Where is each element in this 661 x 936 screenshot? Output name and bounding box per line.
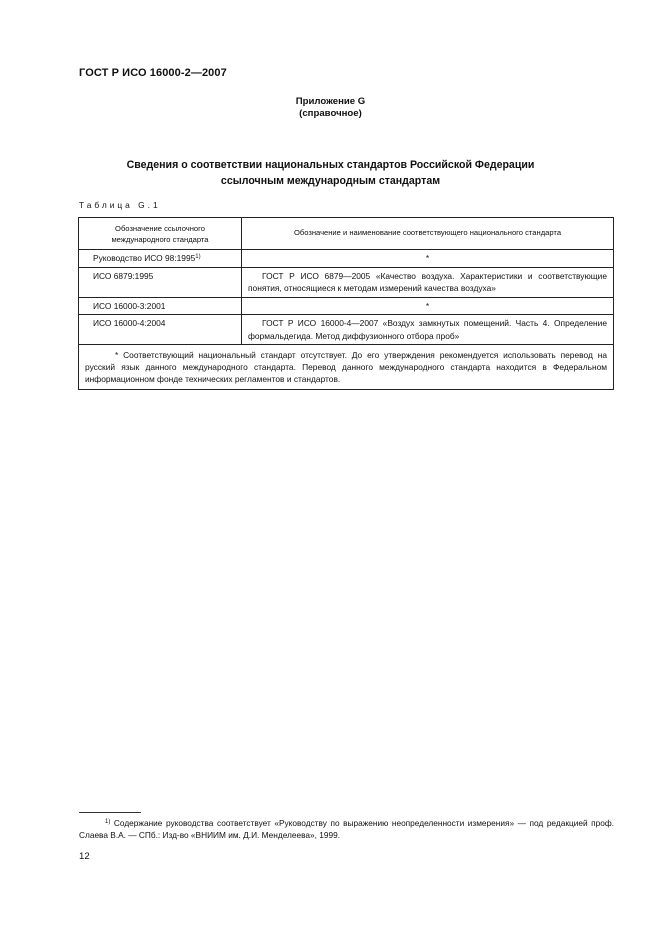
table-note: * Соответствующий национальный стандарт отсутствует. До его утверждения рекомендуется использовать перевод на русский язык данного международного стандарта. Перевод данного международного стандарта находится в Федеральном информационном фонде технических регламентов и стандартов.: [79, 345, 614, 390]
table-row: [79, 250, 614, 268]
reference-standard-cell: ИСО 16000-3:2001: [79, 297, 242, 315]
footnote-marker: 1): [195, 254, 201, 260]
reference-standard-cell: ИСО 16000-4:2004: [79, 315, 242, 345]
annex-title: Приложение G: [295, 96, 366, 107]
column-header-reference: Обозначение ссылочного международного стандарта: [79, 218, 242, 250]
footnote-separator: [79, 812, 141, 813]
reference-standard-text: Руководство ИСО 98:1995: [93, 253, 196, 263]
national-standard-cell: *: [242, 250, 614, 268]
reference-standard-cell: ИСО 6879:1995: [79, 267, 242, 297]
column-header-national: Обозначение и наименование соответствующего национального стандарта: [242, 218, 614, 250]
national-standard-cell: ГОСТ Р ИСО 16000-4—2007 «Воздух замкнутых помещений. Часть 4. Определение формальдегида. Метод диффузионного отбора проб»: [242, 315, 614, 345]
annex-type: (справочное): [299, 108, 362, 119]
document-code-header: ГОСТ Р ИСО 16000-2—2007: [79, 67, 227, 79]
footnote: [79, 817, 614, 841]
national-standard-cell: ГОСТ Р ИСО 6879—2005 «Качество воздуха. Характеристики и соответствующие понятия, относящиеся к методам измерений качества воздуха»: [242, 267, 614, 297]
national-standard-cell: *: [242, 297, 614, 315]
section-title-line-1: Сведения о соответствии национальных стандартов Российской Федерации: [126, 159, 535, 171]
table-caption: Таблица G.1: [79, 200, 161, 210]
table-row: [79, 267, 614, 297]
table-row: [79, 297, 614, 315]
footnote-marker: 1): [105, 819, 111, 825]
section-title-line-2: ссылочным международным стандартам: [220, 175, 441, 187]
reference-standard-cell: [79, 250, 242, 268]
table-row: [79, 315, 614, 345]
table-header-row: [79, 218, 614, 250]
correspondence-table: [78, 217, 614, 390]
footnote-text: Содержание руководства соответствует «Руководству по выражению неопределенности измерения» — под редакцией проф. Слаева В.А. — СПб.: Изд-во «ВНИИМ им. Д.И. Менделеева», 1999.: [79, 818, 614, 840]
section-title: [0, 157, 661, 189]
page-number: 12: [79, 851, 90, 862]
table-note-row: [79, 345, 614, 390]
